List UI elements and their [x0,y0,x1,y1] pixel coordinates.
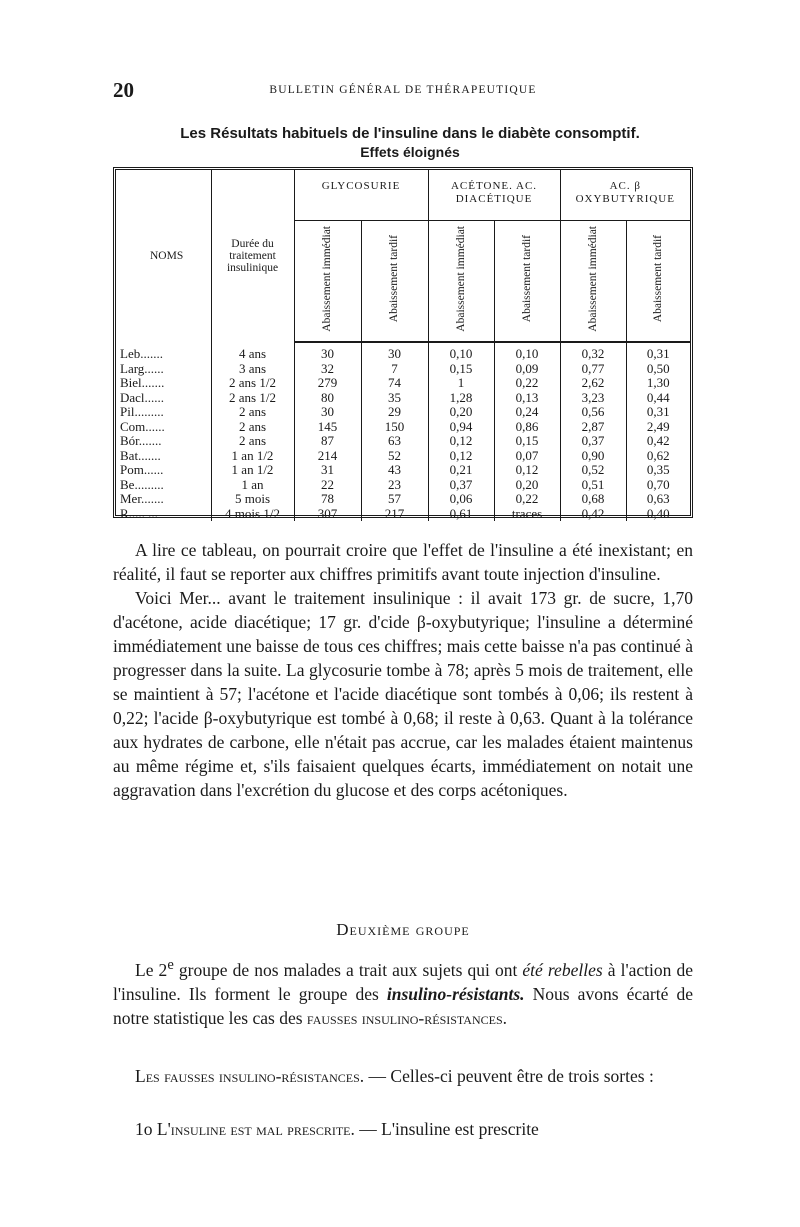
cell-value: 0,31 [626,405,690,420]
cell-name: Larg...... [120,361,164,376]
emphasis: insulino-résistants. [386,983,525,1004]
cell-value: 150 [361,420,428,435]
small-caps-run: Les fausses insulino-résistances. [135,1066,365,1086]
cell-value: 0,10 [494,342,560,362]
cell-duration: 4 mois 1/2 [211,507,294,522]
cell-duration: 2 ans [211,405,294,420]
results-table [113,167,693,521]
cell-name: Bór....... [120,434,162,448]
header-label: Abaissement tardif [651,234,664,323]
cell-duration: 2 ans 1/2 [211,376,294,391]
body-text-point-1 [113,1117,693,1141]
cell-duration: 2 ans [211,420,294,435]
cell-value: 0,40 [626,507,690,522]
page-number: 20 [113,78,134,102]
cell-value: 1,30 [626,376,690,391]
header-oxy-tardif [626,221,690,343]
cell-value: 23 [361,478,428,493]
cell-name: Pil......... [120,405,164,419]
cell-value: 7 [361,362,428,377]
cell-value: 0,20 [428,405,494,420]
table-body [116,342,690,521]
cell-value: 57 [361,492,428,507]
table-row [116,492,690,507]
cell-duration: 1 an 1/2 [211,463,294,478]
cell-value: 0,20 [494,478,560,493]
cell-value: traces [494,507,560,522]
cell-value: 0,70 [626,478,690,493]
cell-value: 30 [294,342,361,362]
cell-value: 22 [294,478,361,493]
cell-value: 74 [361,376,428,391]
header-oxybutyrique: AC. β OXYBUTYRIQUE [560,170,690,221]
table-row [116,420,690,435]
table-row [116,391,690,406]
cell-duration: 5 mois [211,492,294,507]
table-row [116,405,690,420]
cell-value: 0,37 [560,434,626,449]
cell-value: 0,31 [626,342,690,362]
cell-duration: 2 ans 1/2 [211,391,294,406]
cell-value: 0,12 [494,463,560,478]
body-text-main [113,538,693,802]
cell-duration: 1 an 1/2 [211,449,294,464]
cell-value: 0,63 [626,492,690,507]
header-label: Abaissement immédiat [321,225,333,332]
cell-value: 0,32 [560,342,626,362]
cell-value: 0,50 [626,362,690,377]
cell-name: Pom...... [120,463,164,477]
cell-value: 0,62 [626,449,690,464]
cell-name: Mer....... [120,492,164,506]
cell-value: 0,12 [428,449,494,464]
small-caps-run: L'insuline est mal prescrite. [156,1119,355,1139]
cell-value: 87 [294,434,361,449]
header-glycosurie: GLYCOSURIE [294,170,428,221]
header-duration: Durée du traitement insulinique [211,170,294,342]
cell-value: 0,51 [560,478,626,493]
paragraph-5 [113,1117,693,1141]
header-label: Abaissement immédiat [454,225,467,332]
text-run: Le 2 [135,959,168,980]
cell-value: 0,22 [494,376,560,391]
cell-value: 0,35 [626,463,690,478]
cell-value: 307 [294,507,361,522]
header-label: Abaissement tardif [388,234,400,323]
text-run: Nous avons écarté de notre statistique les cas des [113,983,693,1028]
cell-name: Leb....... [120,345,163,361]
cell-value: 2,49 [626,420,690,435]
header-acetone: ACÉTONE. AC. DIACÉTIQUE [428,170,560,221]
cell-value: 0,94 [428,420,494,435]
cell-duration: 1 an [211,478,294,493]
cell-value: 0,90 [560,449,626,464]
cell-value: 43 [361,463,428,478]
cell-value: 0,37 [428,478,494,493]
cell-value: 0,77 [560,362,626,377]
cell-value: 0,42 [560,507,626,522]
header-acet-tardif [494,221,560,343]
cell-name: Bat....... [120,448,161,463]
emphasis: été rebelles [522,959,603,980]
header-label: Abaissement tardif [520,234,533,323]
cell-name: Dacl...... [120,390,165,405]
cell-value: 30 [294,405,361,420]
table-row [116,434,690,449]
cell-name: Be......... [120,477,164,492]
cell-value: 1,28 [428,391,494,406]
cell-value: 0,68 [560,492,626,507]
body-text-group [113,953,693,1030]
text-run: groupe de nos malades a trait aux sujets qui ont [173,959,523,980]
cell-value: 31 [294,463,361,478]
table-row [116,463,690,478]
cell-value: 0,09 [494,362,560,377]
cell-value: 35 [361,391,428,406]
paragraph-1: A lire ce tableau, on pourrait croire que l'effet de l'insuline a été inexistant; en réalité, il faut se reporter aux chiffres primitifs avant toute injection d'insuline. [113,540,693,584]
header-noms: NOMS [150,250,184,262]
header-glyco-immediat [294,221,361,343]
cell-value: 0,42 [626,434,690,449]
cell-value: 0,13 [494,391,560,406]
cell-name: Biel....... [120,376,165,390]
text-run: — L'insuline est prescrite [354,1119,539,1139]
cell-duration: 3 ans [211,362,294,377]
section-heading: Deuxième groupe [336,920,470,939]
header-acet-immediat [428,221,494,343]
cell-value: 0,10 [428,342,494,362]
cell-name: Com...... [120,419,165,434]
header-label: Abaissement immédiat [586,225,599,332]
cell-value: 217 [361,507,428,522]
journal-title: BULLETIN GÉNÉRAL DE THÉRAPEUTIQUE [269,84,537,96]
small-caps-run: fausses insulino-résistances. [306,1007,508,1028]
header-oxy-immediat [560,221,626,343]
table-row [116,478,690,493]
cell-value: 279 [294,376,361,391]
table-subtitle: Effets éloignés [360,144,460,160]
header-glyco-tardif [361,221,428,343]
cell-value: 0,56 [560,405,626,420]
cell-value: 145 [294,420,361,435]
text-run: à l'action de l'insuline. Ils forment le groupe des [113,959,693,1004]
table-row [116,507,690,522]
superscript: e [167,957,174,973]
cell-value: 1 [428,376,494,391]
cell-value: 0,22 [494,492,560,507]
cell-value: 0,15 [428,362,494,377]
cell-duration: 4 ans [211,342,294,362]
cell-value: 0,21 [428,463,494,478]
cell-value: 0,86 [494,420,560,435]
table-row [116,362,690,377]
table-row [116,449,690,464]
cell-value: 52 [361,449,428,464]
cell-value: 63 [361,434,428,449]
cell-duration: 2 ans [211,434,294,449]
cell-value: 0,12 [428,434,494,449]
cell-value: 0,44 [626,391,690,406]
paragraph-3 [113,953,693,1030]
cell-value: 29 [361,405,428,420]
cell-value: 0,24 [494,405,560,420]
cell-value: 214 [294,449,361,464]
cell-value: 0,61 [428,507,494,522]
cell-value: 2,87 [560,420,626,435]
running-head [113,78,693,102]
table-title: Les Résultats habituels de l'insuline dans le diabète consomptif. [180,125,640,142]
paragraph-2: Voici Mer... avant le traitement insulinique : il avait 173 gr. de sucre, 1,70 d'acétone, acide diacétique; 17 gr. d'cide β-oxybutyrique; l'insuline a déterminé immédiatement une baisse de tous ces chiffres; mais cette baisse n'a pas continué à progresser dans la suite. La glycosurie tombe à 78; après 5 mois de traitement, elle se maintient à 57; l'acétone et l'acide diacétique sont tombés à 0,06; ils restent à 0,22; l'acide β-oxybutyrique est tombé à 0,68; il reste à 0,63. Quant à la tolérance aux hydrates de carbone, elle n'était pas accrue, car les malades étaient maintenus au même régime et, s'ils faisaient quelques écarts, immédiatement on notait une aggravation dans l'excrétion du glucose et des corps acétoniques. [113,588,693,800]
table-row [116,376,690,391]
cell-value: 3,23 [560,391,626,406]
table-row [116,342,690,362]
body-text-false-resistance [113,1064,693,1088]
text-run: 1o [135,1119,157,1139]
cell-value: 0,06 [428,492,494,507]
cell-value: 0,15 [494,434,560,449]
cell-value: 0,52 [560,463,626,478]
cell-value: 80 [294,391,361,406]
paragraph-4 [113,1064,693,1088]
cell-value: 2,62 [560,376,626,391]
cell-value: 32 [294,362,361,377]
text-run: — Celles-ci peuvent être de trois sortes : [364,1066,654,1086]
cell-value: 0,07 [494,449,560,464]
cell-name: R..... ... [120,506,158,521]
cell-value: 30 [361,342,428,362]
cell-value: 78 [294,492,361,507]
